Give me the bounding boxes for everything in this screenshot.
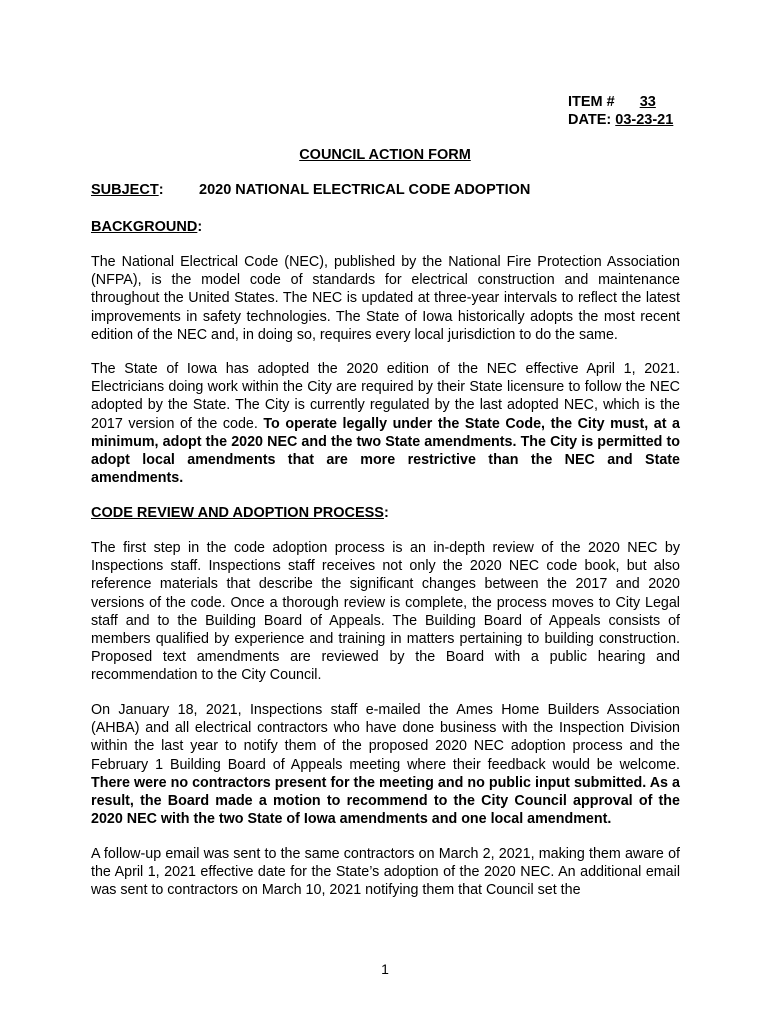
code-review-paragraph-2-bold: There were no contractors present for the meeting and no public input submitted. As a result, the Board made a motion to recommend to the City Council approval of the 2020 NEC with the two State of Iowa amendments and one local amendment. — [91, 774, 680, 828]
code-review-heading-colon: : — [383, 505, 389, 521]
background-paragraph-2 — [91, 360, 680, 487]
background-paragraph-1: The National Electrical Code (NEC), published by the National Fire Protection Association (NFPA), is the model code of standards for electrical construction and maintenance throughout the United States. The NEC is updated at three-year intervals to reflect the latest improvements in safety technologies. The State of Iowa historically adopts the most recent edition of the NEC and, in doing so, requires every local jurisdiction to do the same. — [91, 254, 680, 343]
subject-label: SUBJECT — [91, 182, 159, 198]
form-title: COUNCIL ACTION FORM — [299, 147, 471, 163]
code-review-paragraph-2 — [91, 701, 680, 828]
item-number — [568, 93, 677, 111]
background-paragraph-2-text: The State of Iowa has adopted the 2020 edition of the NEC effective April 1, 2021. Electricians doing work within the City are required by their State licensure to follow the NEC adopted by the State. The City is currently regulated by the last adopted NEC, which is the 2017 version of the code. — [91, 361, 680, 432]
item-label: ITEM # — [568, 94, 615, 110]
code-review-paragraph-2-text: On January 18, 2021, Inspections staff e-mailed the Ames Home Builders Association (AHBA) and all electrical contractors who have done business with the Inspection Division within the last year to notify them of the proposed 2020 NEC adoption process and the February 1 Building Board of Appeals meeting where their feedback would be welcome. — [91, 702, 680, 773]
page-number: 1 — [381, 961, 389, 977]
code-review-paragraph-3: A follow-up email was sent to the same contractors on March 2, 2021, making them aware of the April 1, 2021 effective date for the State’s adoption of the 2020 NEC. An additional email was sent to contractors on March 10, 2021 notifying them that Council set the — [91, 846, 680, 899]
code-review-heading — [91, 505, 389, 521]
background-paragraph-2-bold: To operate legally under the State Code, the City must, at a minimum, adopt the 2020 NEC and the two State amendments. The City is permitted to adopt local amendments that are more restrictive than the NEC and State amendments. — [91, 415, 680, 487]
date-value: 03-23-21 — [615, 112, 674, 128]
code-review-heading-text: CODE REVIEW AND ADOPTION PROCESS — [91, 505, 384, 521]
background-heading-colon: : — [197, 219, 203, 235]
subject-colon: : — [158, 182, 164, 198]
date-label: DATE: — [568, 112, 612, 128]
item-value: 33 — [639, 94, 656, 110]
background-heading-text: BACKGROUND — [91, 219, 198, 235]
subject-value: 2020 NATIONAL ELECTRICAL CODE ADOPTION — [199, 182, 531, 198]
background-heading — [91, 219, 202, 235]
date-line — [568, 111, 673, 129]
code-review-paragraph-1: The first step in the code adoption process is an in-depth review of the 2020 NEC by Inspections staff. Inspections staff receives not only the 2020 NEC code book, but also reference materials that describe the significant changes between the 2017 and 2020 versions of the code. Once a thorough review is complete, the process moves to City Legal staff and to the Building Board of Appeals. The Building Board of Appeals consists of members qualified by experience and training in matters pertaining to building construction. Proposed text amendments are reviewed by the Board with a public hearing and recommendation to the City Council. — [91, 540, 680, 684]
subject-line — [91, 182, 530, 198]
